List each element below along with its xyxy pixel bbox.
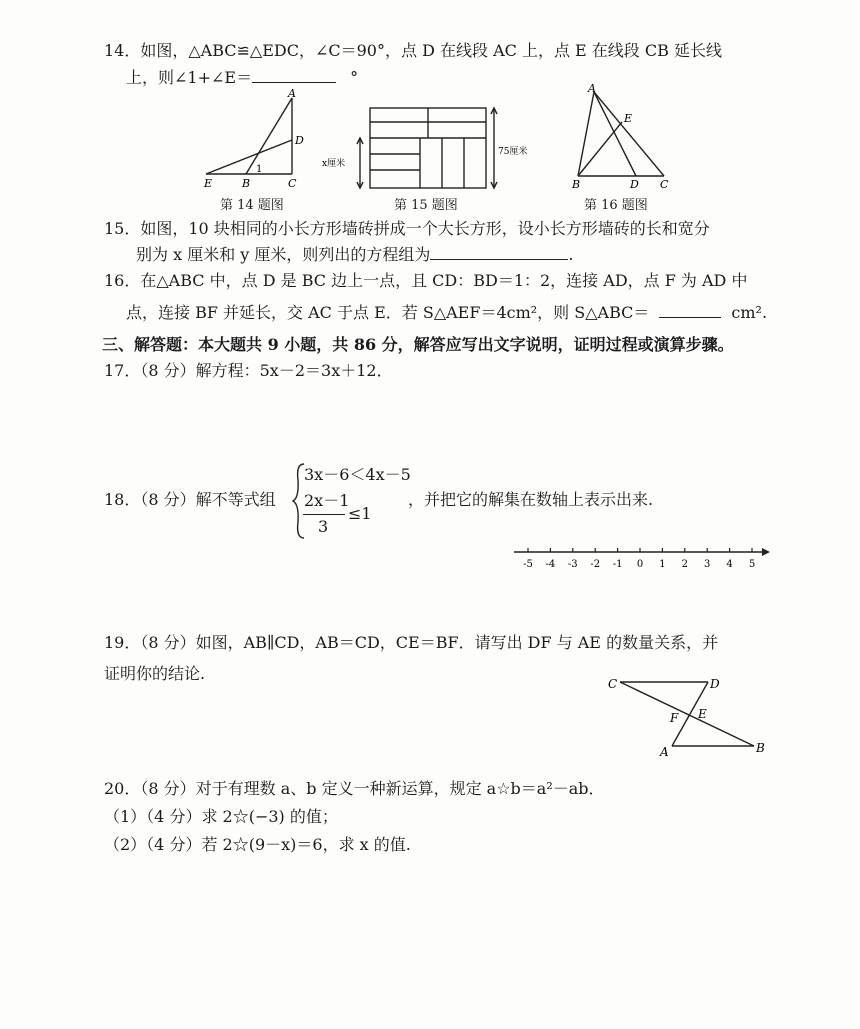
q19-line2: 证明你的结论. [104, 664, 206, 683]
q15-line2-prefix: 别为 x 厘米和 y 厘米，则列出的方程组为 [136, 245, 431, 264]
fig16-label-a: A [588, 84, 596, 95]
fig16-label-b: B [572, 178, 581, 191]
number-line-tick-label: -4 [545, 559, 556, 570]
fig15-caption: 第 15 题图 [394, 198, 458, 213]
q18-suffix: ，并把它的解集在数轴上表示出来. [408, 490, 654, 509]
q20-line1: 20．（8 分）对于有理数 a、b 定义一种新运算，规定 a☆b＝a²－ab． [104, 779, 605, 798]
number-line-tick-label: 2 [681, 559, 688, 570]
q16-answer-blank [659, 301, 721, 318]
fig14-label-c: C [288, 177, 297, 190]
fig14-label-d: D [295, 134, 304, 147]
number-line-tick-label: 0 [636, 559, 644, 570]
number-line-tick-label: -3 [567, 559, 578, 570]
q18-le: ≤1 [348, 504, 372, 523]
q19-line1: 19．（8 分）如图，AB∥CD，AB＝CD，CE＝BF．请写出 DF 与 AE 的数量关系，并 [104, 633, 719, 652]
fig19-label-a: A [660, 745, 669, 759]
fig19-label-c: C [608, 677, 618, 691]
q14-degree: ° [350, 68, 359, 87]
fig14-label-angle1: 1 [256, 164, 263, 175]
number-line-tick-label: -2 [590, 559, 601, 570]
number-line-tick-label: 4 [726, 559, 733, 570]
q16-line2 [126, 301, 767, 324]
number-line-tick-label: 3 [704, 559, 711, 570]
number-line [510, 540, 770, 572]
fig19-label-d: D [710, 677, 720, 691]
fig15-75-label: 75厘米 [498, 147, 528, 157]
number-line-tick-label: -1 [612, 559, 623, 570]
figure-19 [604, 668, 774, 760]
fig19-label-f: F [670, 711, 679, 725]
q15-answer-blank [430, 243, 568, 260]
number-line-tick-label: 1 [659, 559, 666, 570]
q16-unit: cm². [731, 303, 768, 322]
q16-line2-prefix: 点，连接 BF 并延长，交 AC 于点 E．若 S△AEF＝4cm²，则 S△ABC＝ [126, 303, 650, 322]
q15-line2 [136, 243, 574, 266]
q20-sub1: （1）（4 分）求 2☆(−3) 的值； [104, 807, 338, 826]
q14-answer-blank [252, 66, 336, 83]
q17-text: 17．（8 分）解方程：5x－2＝3x＋12． [104, 361, 393, 380]
q14-line1: 14．如图，△ABC≌△EDC，∠C＝90°，点 D 在线段 AC 上，点 E 在线段 CB 延长线 [104, 41, 722, 60]
fig19-label-b: B [756, 741, 765, 755]
q18-inequality1: 3x－6＜4x－5 [304, 465, 411, 484]
q18-denominator: 3 [318, 517, 329, 536]
q16-line1: 16．在△ABC 中，点 D 是 BC 边上一点，且 CD：BD＝1：2，连接 AD，点 F 为 AD 中 [104, 271, 748, 290]
fig19-label-e: E [698, 707, 707, 721]
fig15-x-label: x厘米 [322, 159, 346, 169]
fig14-label-e: E [204, 177, 213, 190]
q18-prefix: 18．（8 分）解不等式组 [104, 490, 276, 509]
number-line-tick-label: -5 [523, 559, 533, 570]
fig16-label-e: E [624, 112, 633, 125]
figure-15 [320, 102, 542, 194]
figure-14 [200, 88, 320, 192]
fig16-label-c: C [660, 178, 669, 191]
q14-line2 [126, 66, 358, 89]
figure-16 [568, 84, 678, 194]
fig16-caption: 第 16 题图 [584, 198, 648, 213]
fig16-label-d: D [630, 178, 639, 191]
fig14-label-b: B [242, 177, 251, 190]
q20-sub2: （2）（4 分）若 2☆(9－x)＝6，求 x 的值. [104, 835, 411, 854]
section3-heading: 三、解答题：本大题共 9 小题，共 86 分，解答应写出文字说明，证明过程或演算步骤。 [102, 335, 734, 354]
fig14-label-a: A [288, 88, 296, 100]
q18-fraction-bar [303, 514, 345, 515]
q15-period: . [568, 245, 574, 264]
fig14-caption: 第 14 题图 [220, 198, 284, 213]
q14-line2-prefix: 上，则∠1+∠E＝ [126, 68, 253, 87]
number-line-tick-label: 5 [748, 559, 756, 570]
q15-line1: 15．如图，10 块相同的小长方形墙砖拼成一个大长方形，设小长方形墙砖的长和宽分 [104, 219, 710, 238]
q18-numerator: 2x－1 [304, 491, 350, 510]
